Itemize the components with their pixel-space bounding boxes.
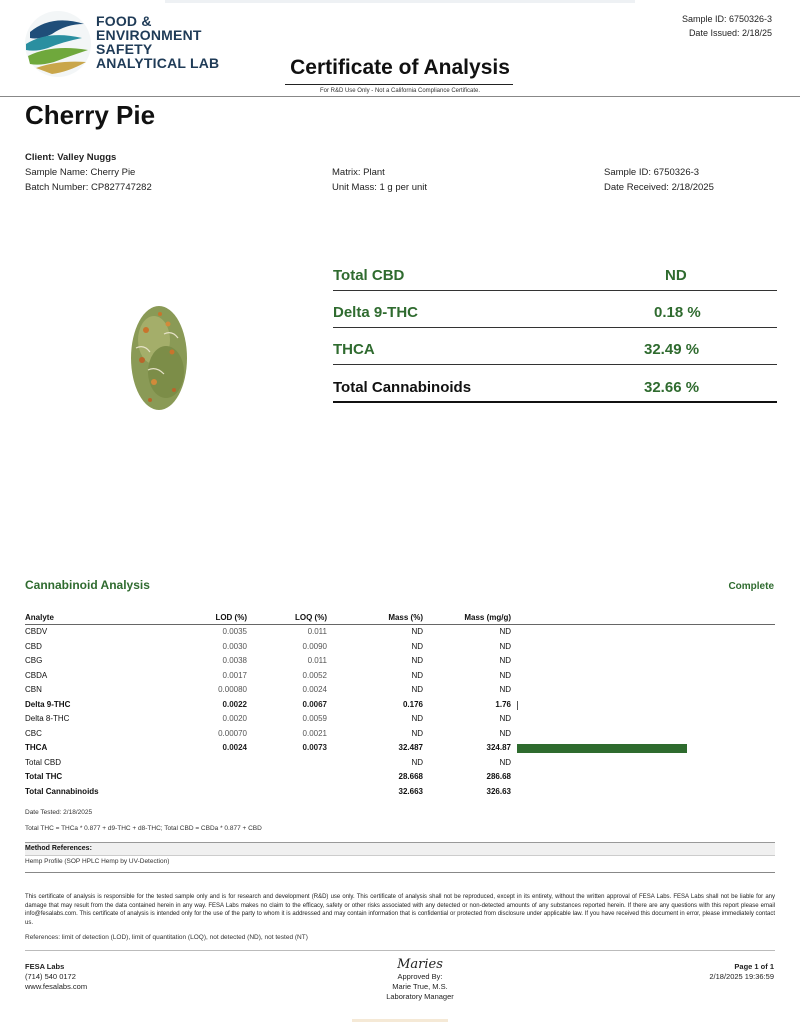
methods-band bbox=[25, 842, 775, 856]
top-edge-strip bbox=[165, 0, 635, 3]
matrix: Matrix: Plant bbox=[332, 167, 385, 178]
approver-name: Marie True, M.S. bbox=[392, 982, 448, 991]
header-divider bbox=[0, 96, 800, 97]
cell-loq: 0.0024 bbox=[302, 685, 327, 694]
cell-loq: 0.0073 bbox=[302, 743, 327, 752]
cell-lod: 0.0035 bbox=[222, 627, 247, 636]
total-formula: Total THC = THCa * 0.877 + d9-THC + d8-THC; Total CBD = CBDa * 0.877 + CBD bbox=[25, 825, 262, 832]
strain-name: Cherry Pie bbox=[25, 100, 156, 130]
cell-mass: ND bbox=[411, 757, 423, 767]
cell-analyte: CBDV bbox=[25, 627, 48, 636]
footer-lab-name: FESA Labs bbox=[25, 962, 65, 971]
cell-mg: ND bbox=[499, 641, 511, 651]
summary-divider bbox=[333, 290, 777, 291]
header-mass: Mass (%) bbox=[388, 613, 423, 622]
cell-lod: 0.00080 bbox=[218, 685, 247, 694]
cell-mg: 1.76 bbox=[495, 699, 511, 709]
cell-loq: 0.0067 bbox=[302, 699, 327, 709]
table-row bbox=[25, 712, 775, 727]
summary-value: 32.49 % bbox=[644, 341, 700, 358]
disclaimer-text: For R&D Use Only - Not a California Compliance Certificate. bbox=[319, 88, 481, 94]
header-sample-id: Sample ID: 6750326-3 bbox=[681, 14, 772, 24]
header-lod: LOD (%) bbox=[215, 613, 247, 622]
cell-analyte: CBDA bbox=[25, 670, 48, 680]
logo-line: ANALYTICAL LAB bbox=[96, 55, 220, 71]
cannabis-bud-image bbox=[124, 300, 194, 415]
table-row bbox=[25, 741, 775, 756]
mass-bar bbox=[517, 701, 518, 710]
client-info bbox=[25, 150, 152, 195]
mass-bar bbox=[517, 744, 687, 753]
cell-mass: 28.668 bbox=[398, 772, 423, 781]
cell-lod: 0.00070 bbox=[218, 728, 247, 738]
cell-mass: 32.663 bbox=[398, 786, 423, 796]
analysis-status: Complete bbox=[728, 581, 774, 592]
cell-mass: ND bbox=[411, 685, 423, 694]
table-header bbox=[25, 613, 775, 625]
summary-row-thca bbox=[333, 329, 777, 365]
cell-lod: 0.0022 bbox=[222, 699, 247, 709]
header-date-issued: Date Issued: 2/18/25 bbox=[688, 28, 772, 38]
cell-mg: 286.68 bbox=[486, 772, 511, 781]
cell-mass: ND bbox=[411, 728, 423, 738]
table-row bbox=[25, 683, 775, 698]
sample-name: Sample Name: Cherry Pie bbox=[25, 167, 136, 178]
summary-row-total-cannabinoids bbox=[333, 367, 777, 403]
summary-value: 32.66 % bbox=[644, 379, 700, 396]
matrix-info bbox=[332, 165, 427, 195]
cell-mass: ND bbox=[411, 656, 423, 665]
date-received: Date Received: 2/18/2025 bbox=[604, 182, 714, 193]
footer-divider bbox=[25, 950, 775, 951]
cell-mg: ND bbox=[499, 685, 511, 694]
summary-row-delta9-thc bbox=[333, 292, 777, 328]
cell-mg: ND bbox=[499, 757, 511, 767]
footer-phone: (714) 540 0172 bbox=[25, 972, 76, 981]
summary-value: 0.18 % bbox=[654, 304, 701, 321]
cell-mg: ND bbox=[499, 714, 511, 723]
title-underline bbox=[285, 84, 513, 85]
cell-mg: 324.87 bbox=[486, 743, 511, 752]
cell-analyte: Total Cannabinoids bbox=[25, 786, 99, 796]
table-row bbox=[25, 756, 775, 771]
lab-logo-text bbox=[96, 14, 219, 70]
date-tested: Date Tested: 2/18/2025 bbox=[25, 809, 93, 816]
cell-analyte: Total THC bbox=[25, 772, 63, 781]
table-row bbox=[25, 698, 775, 713]
document-title: Certificate of Analysis bbox=[290, 56, 510, 79]
cell-lod: 0.0024 bbox=[222, 743, 247, 752]
methods-divider bbox=[25, 872, 775, 873]
table-row bbox=[25, 654, 775, 669]
summary-label: Total Cannabinoids bbox=[333, 379, 472, 396]
cell-analyte: Delta 8-THC bbox=[25, 714, 70, 723]
cell-analyte: CBG bbox=[25, 656, 43, 665]
cell-analyte: CBC bbox=[25, 728, 42, 738]
cell-loq: 0.0021 bbox=[302, 728, 327, 738]
cell-mass: 0.176 bbox=[402, 699, 423, 709]
table-row bbox=[25, 770, 775, 785]
footer-approval bbox=[330, 958, 510, 1002]
references: References: limit of detection (LOD), limit of quantitation (LOQ), not detected (ND), not tested (NT) bbox=[25, 934, 308, 941]
cell-mg: ND bbox=[499, 728, 511, 738]
cell-mass: ND bbox=[411, 714, 423, 723]
cell-mg: ND bbox=[499, 627, 511, 636]
summary-divider bbox=[333, 401, 777, 403]
cell-lod: 0.0020 bbox=[222, 714, 247, 723]
table-row bbox=[25, 625, 775, 640]
cell-lod: 0.0030 bbox=[222, 641, 247, 651]
page-number: Page 1 of 1 bbox=[734, 962, 774, 971]
analysis-title: Cannabinoid Analysis bbox=[25, 578, 150, 592]
cell-mg: ND bbox=[499, 670, 511, 680]
sample-id: Sample ID: 6750326-3 bbox=[604, 167, 700, 178]
table-body bbox=[25, 625, 775, 799]
cell-mg: 326.63 bbox=[486, 786, 511, 796]
sample-info bbox=[604, 165, 714, 195]
cell-analyte: CBN bbox=[25, 685, 42, 694]
header-analyte: Analyte bbox=[25, 613, 54, 622]
approved-by: Approved By: bbox=[397, 972, 443, 981]
legal-notice: This certificate of analysis is responsible for the tested sample only and is for research and development (R&D) use only. This certificate of analysis shall not be reproduced, except in its entirety, without the written approval of FESA Labs. FESA Labs shall not be liable for any damage that may result from the data contained herein in any way. FESA Labs makes no claim to the efficacy, safety or other risks associated with any detected or non-detected amounts of any substances reported herein. If there are any questions with this report please email info@fesalabs.com. This certificate of analysis is intended only for the use of the party to whom it is addressed and may contain information that is confidential or protected from disclosure under applicable law. If you have received this document in error, please immediately contact us. bbox=[25, 894, 775, 926]
cell-lod: 0.0038 bbox=[222, 656, 247, 665]
table-row bbox=[25, 640, 775, 655]
header-mg: Mass (mg/g) bbox=[464, 613, 511, 622]
unit-mass: Unit Mass: 1 g per unit bbox=[332, 182, 428, 193]
summary-label: THCA bbox=[333, 341, 375, 358]
footer-page bbox=[709, 962, 774, 982]
summary-label: Total CBD bbox=[333, 267, 405, 284]
table-row bbox=[25, 727, 775, 742]
cell-mg: ND bbox=[499, 656, 511, 665]
footer-timestamp: 2/18/2025 19:36:59 bbox=[709, 972, 774, 981]
header-loq: LOQ (%) bbox=[295, 613, 327, 622]
summary-divider bbox=[333, 327, 777, 328]
cell-analyte: Total CBD bbox=[25, 757, 62, 767]
batch-number: Batch Number: CP827747282 bbox=[25, 182, 152, 193]
logo-line: SAFETY bbox=[96, 41, 153, 57]
cell-loq: 0.011 bbox=[307, 656, 327, 665]
client-name: Client: Valley Nuggs bbox=[25, 152, 117, 163]
cell-loq: 0.0052 bbox=[302, 670, 327, 680]
cell-lod: 0.0017 bbox=[222, 670, 247, 680]
summary-divider bbox=[333, 364, 777, 365]
cell-analyte: Delta 9-THC bbox=[25, 699, 71, 709]
cell-analyte: THCA bbox=[25, 743, 48, 752]
cell-loq: 0.0059 bbox=[302, 714, 327, 723]
footer-site[interactable]: www.fesalabs.com bbox=[25, 982, 88, 991]
summary-label: Delta 9-THC bbox=[333, 304, 419, 321]
footer-lab bbox=[25, 962, 87, 992]
methods-text: Hemp Profile (SOP HPLC Hemp by UV-Detection) bbox=[25, 858, 170, 865]
cell-loq: 0.0090 bbox=[302, 641, 327, 651]
cell-mass: ND bbox=[411, 670, 423, 680]
methods-title: Method References: bbox=[25, 845, 92, 852]
cell-mass: 32.487 bbox=[398, 743, 423, 752]
logo-line: FOOD & bbox=[96, 13, 152, 29]
summary-row-total-cbd bbox=[333, 255, 777, 291]
logo-line: ENVIRONMENT bbox=[96, 27, 202, 43]
analysis-table bbox=[25, 613, 775, 799]
cell-mass: ND bbox=[411, 641, 423, 651]
cell-analyte: CBD bbox=[25, 641, 42, 651]
table-row bbox=[25, 785, 775, 800]
cell-mass: ND bbox=[411, 627, 423, 636]
signature: Maries bbox=[397, 957, 443, 972]
approver-title: Laboratory Manager bbox=[386, 992, 454, 1001]
summary-value: ND bbox=[665, 267, 687, 284]
table-row bbox=[25, 669, 775, 684]
cell-loq: 0.011 bbox=[307, 627, 327, 636]
